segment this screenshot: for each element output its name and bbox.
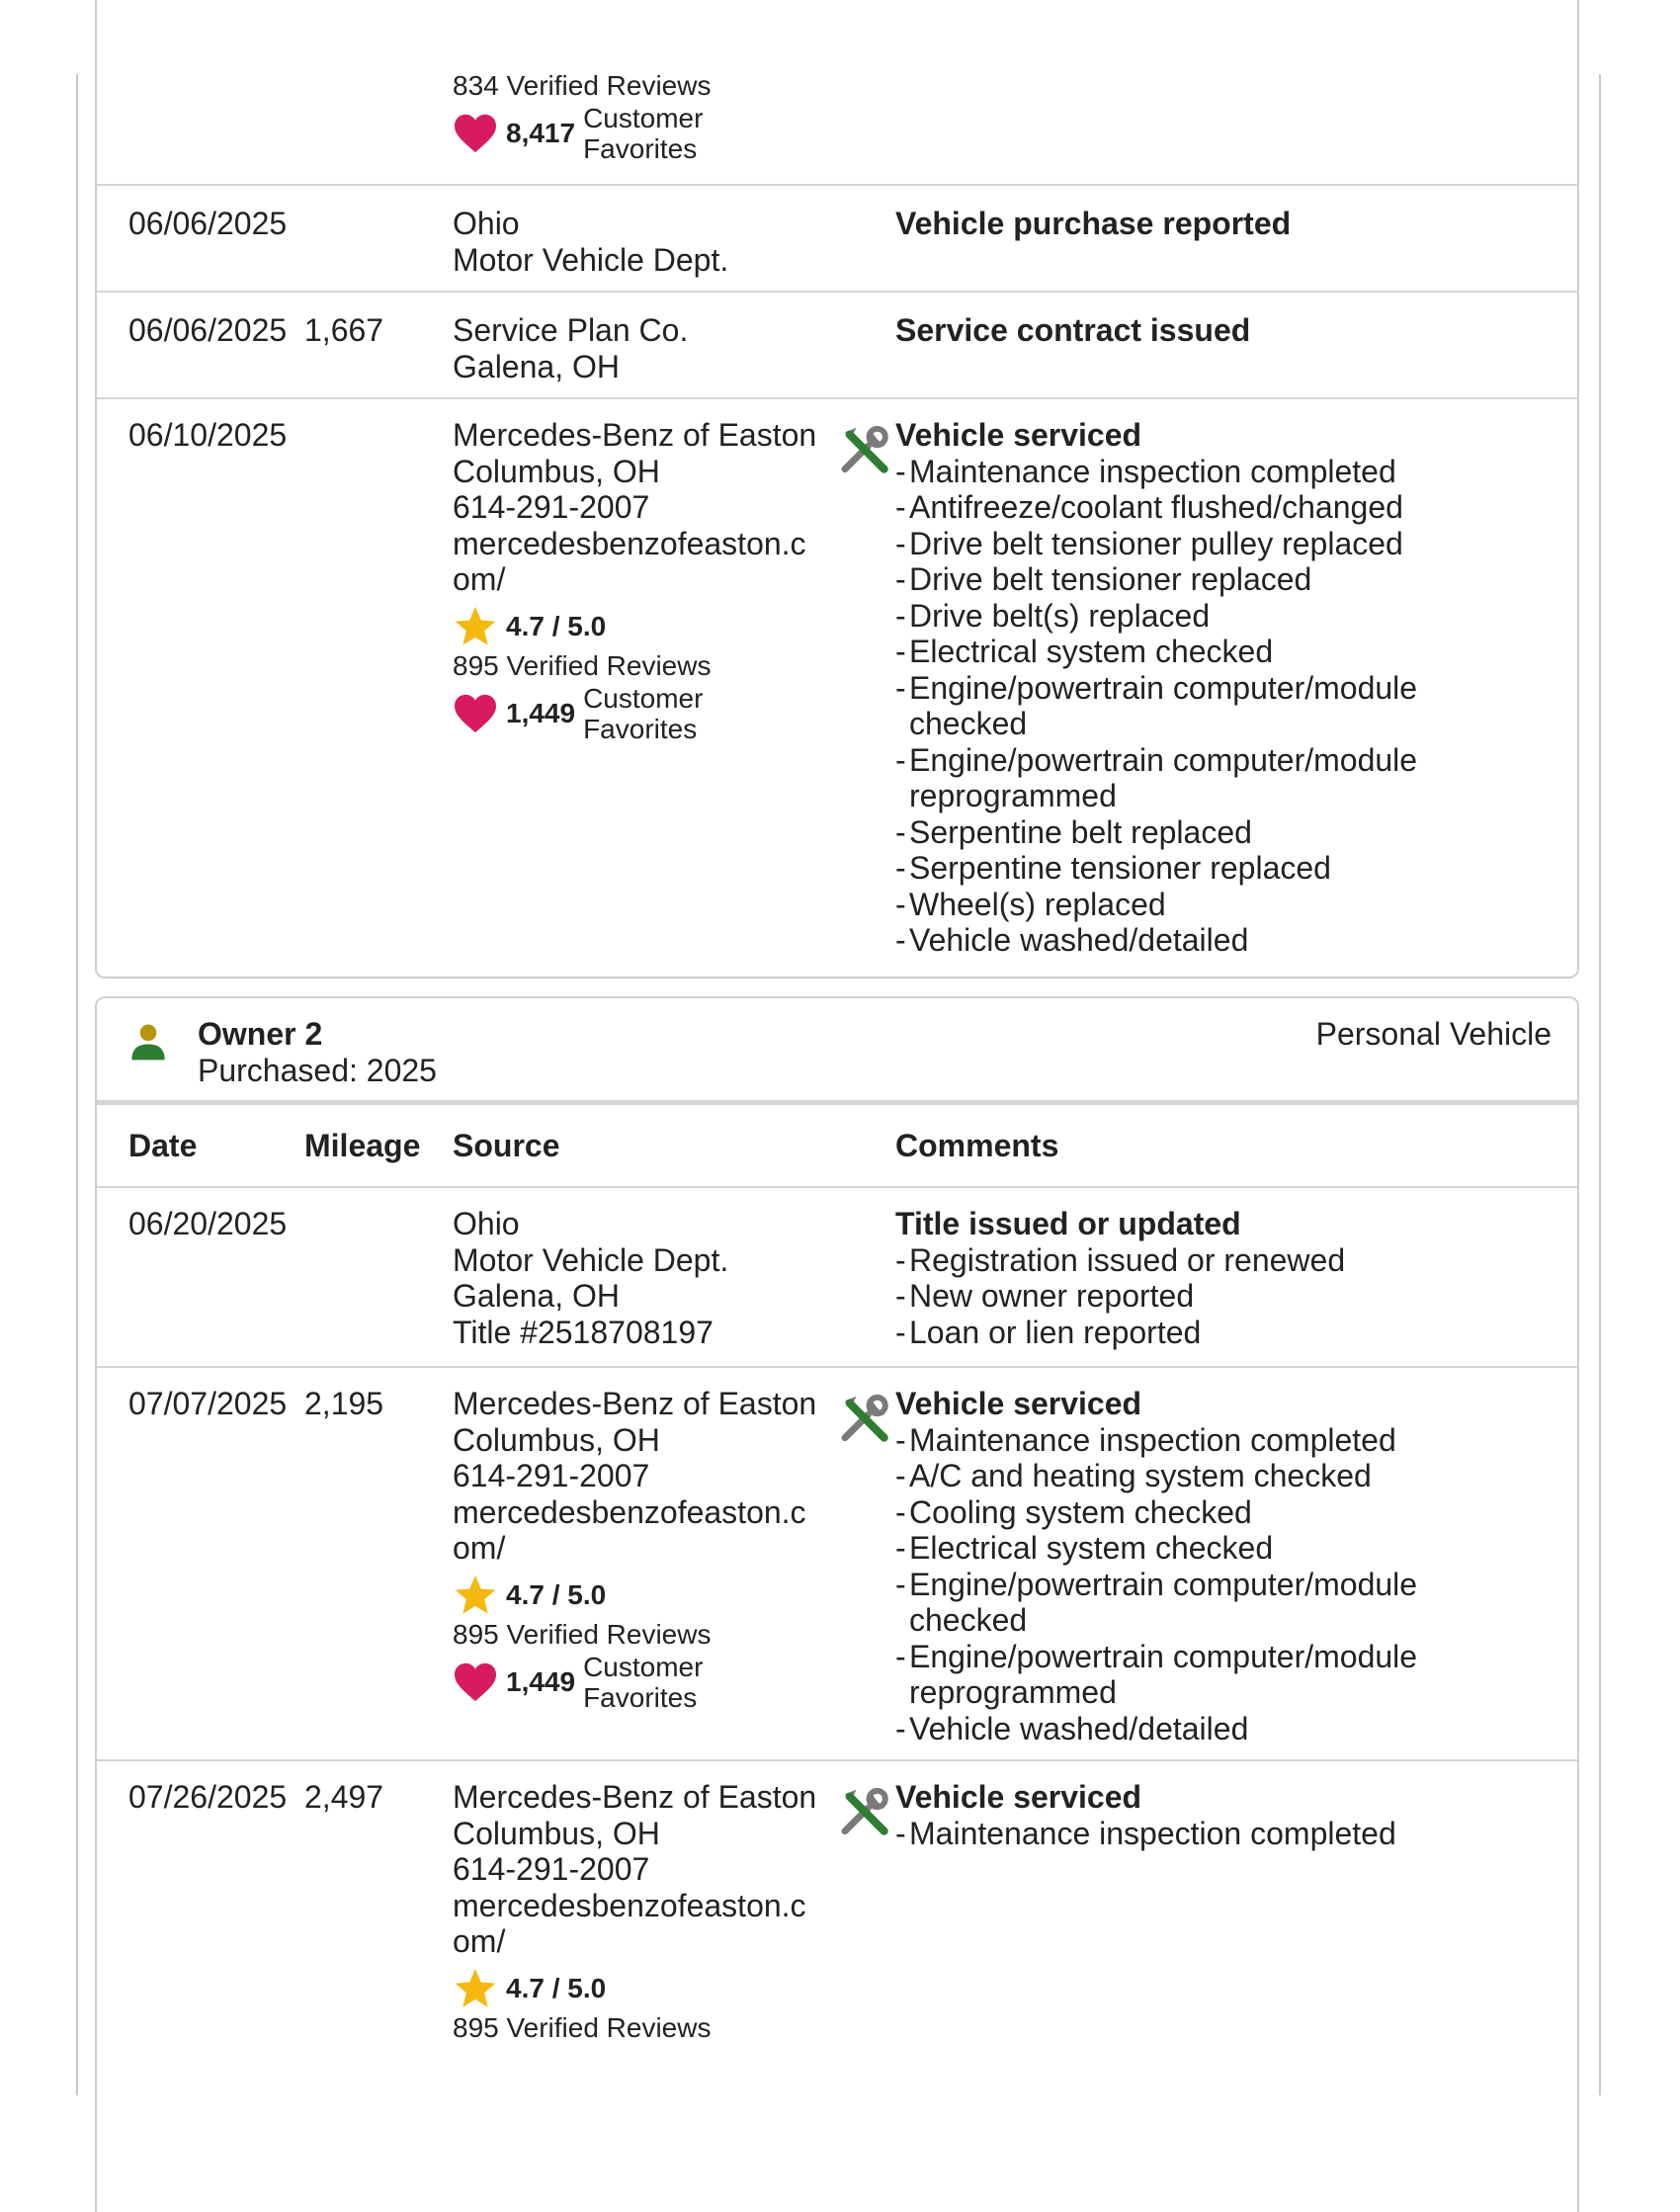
comment-item: - Vehicle washed/detailed	[895, 1710, 1249, 1746]
owner-2-history-card	[95, 996, 1579, 2212]
person-icon	[128, 1022, 168, 1062]
comment-item: - Maintenance inspection completed	[895, 1815, 1396, 1851]
heart-icon	[453, 113, 498, 154]
favorites-count: 1,449	[506, 1665, 576, 1697]
dealer-name: Mercedes-Benz of Easton	[453, 417, 817, 453]
history-row	[97, 186, 1577, 293]
history-row	[97, 1188, 1577, 1368]
history-row	[97, 399, 1577, 959]
header-mileage: Mileage	[304, 1127, 421, 1163]
record-mileage	[304, 206, 453, 291]
comment-item: - Maintenance inspection completed	[895, 453, 1396, 489]
record-date: 07/26/2025	[128, 1779, 288, 1815]
favorites-label: Customer	[583, 682, 704, 714]
source-line: Ohio	[453, 1206, 520, 1241]
comment-item: - Wheel(s) replaced	[895, 886, 1166, 922]
rating-value: 4.7 / 5.0	[506, 610, 607, 641]
dealer-website[interactable]: om/	[453, 561, 506, 597]
heart-icon	[453, 1661, 498, 1703]
history-row-partial	[97, 0, 1577, 186]
header-comments: Comments	[895, 1127, 1059, 1163]
favorites-count: 8,417	[506, 118, 576, 148]
dealer-phone[interactable]: 614-291-2007	[453, 1851, 650, 1887]
dealer-rating[interactable]	[453, 1573, 848, 1618]
owner-header	[97, 998, 1577, 1105]
comment-title: Title issued or updated	[895, 1206, 1241, 1241]
comment-item: - Engine/powertrain computer/module checked	[895, 669, 1418, 741]
rating-value: 4.7 / 5.0	[506, 1578, 607, 1610]
dealer-website[interactable]: mercedesbenzofeaston.c	[453, 525, 806, 561]
customer-favorites[interactable]	[453, 1652, 848, 1713]
page-left-border	[76, 74, 78, 2095]
comment-item: - Electrical system checked	[895, 1530, 1274, 1566]
comment-item: - A/C and heating system checked	[895, 1458, 1372, 1493]
favorites-label: Customer	[583, 1651, 704, 1682]
history-row	[97, 1368, 1577, 1761]
favorites-label: Customer	[583, 103, 704, 133]
source-line: Ohio	[453, 206, 520, 241]
record-date: 06/06/2025	[128, 206, 288, 241]
star-icon	[453, 1966, 498, 2011]
dealer-name: Mercedes-Benz of Easton	[453, 1779, 817, 1815]
comment-item: - Loan or lien reported	[895, 1314, 1202, 1350]
record-mileage: 1,667	[304, 312, 384, 348]
dealer-location: Columbus, OH	[453, 453, 660, 489]
dealer-rating[interactable]	[453, 1966, 848, 2011]
dealer-website[interactable]: om/	[453, 1530, 506, 1566]
dealer-location: Columbus, OH	[453, 1815, 660, 1851]
favorites-label: Favorites	[583, 713, 698, 744]
dealer-location: Columbus, OH	[453, 1421, 660, 1458]
comment-item: - Drive belt(s) replaced	[895, 597, 1211, 634]
owner-1-history-card	[95, 0, 1579, 978]
comment-item: - Serpentine belt replaced	[895, 813, 1252, 850]
comment-item: - Drive belt tensioner replaced	[895, 561, 1312, 597]
dealer-website[interactable]: mercedesbenzofeaston.c	[453, 1493, 806, 1530]
title-number: Title #2518708197	[453, 1314, 714, 1350]
record-mileage: 2,497	[304, 1779, 384, 1815]
history-table-header	[97, 1105, 1577, 1188]
customer-favorites[interactable]	[453, 683, 848, 744]
verified-reviews: 834 Verified Reviews	[453, 70, 712, 101]
header-date: Date	[128, 1127, 198, 1163]
source-line: Motor Vehicle Dept.	[453, 241, 729, 278]
dealer-name: Mercedes-Benz of Easton	[453, 1386, 817, 1421]
source-line: Galena, OH	[453, 1278, 620, 1314]
verified-reviews[interactable]: 895 Verified Reviews	[453, 2011, 712, 2043]
star-icon	[453, 604, 498, 649]
dealer-rating[interactable]	[453, 604, 848, 649]
record-date: 06/10/2025	[128, 417, 288, 453]
dealer-phone[interactable]: 614-291-2007	[453, 1458, 650, 1493]
rating-value: 4.7 / 5.0	[506, 1972, 607, 2003]
owner-title: Owner 2	[198, 1016, 323, 1052]
record-mileage	[304, 1206, 453, 1366]
comment-item: - Engine/powertrain computer/module checked	[895, 1566, 1418, 1638]
verified-reviews[interactable]: 895 Verified Reviews	[453, 1618, 712, 1650]
comment-item: - New owner reported	[895, 1278, 1195, 1314]
record-date: 06/06/2025	[128, 312, 288, 348]
dealer-website[interactable]: mercedesbenzofeaston.c	[453, 1887, 806, 1923]
comment-item: - Engine/powertrain computer/module reprogrammed	[895, 741, 1418, 813]
comment-item: - Registration issued or renewed	[895, 1241, 1346, 1278]
star-icon	[453, 1573, 498, 1618]
vehicle-use-type: Personal Vehicle	[1315, 1016, 1552, 1052]
comment-title: Vehicle serviced	[895, 1779, 1142, 1815]
comment-item: - Serpentine tensioner replaced	[895, 850, 1331, 886]
verified-reviews[interactable]: 895 Verified Reviews	[453, 649, 712, 681]
history-row	[97, 1761, 1577, 2045]
heart-icon	[453, 693, 498, 734]
favorites-label: Favorites	[583, 1681, 698, 1713]
comment-item: - Cooling system checked	[895, 1493, 1252, 1530]
record-mileage: 2,195	[304, 1386, 384, 1421]
service-tools-icon	[838, 423, 893, 478]
favorites-count: 1,449	[506, 697, 576, 728]
comment-item: - Engine/powertrain computer/module reprogrammed	[895, 1638, 1418, 1710]
page-right-border	[1599, 74, 1601, 2095]
customer-favorites[interactable]	[453, 103, 848, 164]
source-line: Service Plan Co.	[453, 312, 689, 348]
dealer-website[interactable]: om/	[453, 1923, 506, 1959]
comment-title: Vehicle serviced	[895, 417, 1142, 453]
comment-item: - Antifreeze/coolant flushed/changed	[895, 489, 1403, 525]
comment-title: Vehicle purchase reported	[895, 206, 1292, 241]
service-tools-icon	[838, 1392, 893, 1447]
header-source: Source	[453, 1127, 560, 1163]
service-tools-icon	[838, 1785, 893, 1840]
dealer-phone[interactable]: 614-291-2007	[453, 489, 650, 525]
comment-item: - Maintenance inspection completed	[895, 1421, 1396, 1458]
record-date: 07/07/2025	[128, 1386, 288, 1421]
source-line: Motor Vehicle Dept.	[453, 1241, 729, 1278]
history-row	[97, 293, 1577, 399]
record-date: 06/20/2025	[128, 1206, 288, 1241]
source-line: Galena, OH	[453, 348, 620, 384]
comment-item: - Electrical system checked	[895, 634, 1274, 669]
comment-title: Vehicle serviced	[895, 1386, 1142, 1421]
owner-purchased: Purchased: 2025	[198, 1052, 437, 1088]
comment-title: Service contract issued	[895, 312, 1251, 348]
favorites-label: Favorites	[583, 133, 698, 164]
comment-item: - Vehicle washed/detailed	[895, 922, 1249, 958]
record-mileage	[304, 417, 453, 959]
comment-item: - Drive belt tensioner pulley replaced	[895, 525, 1403, 561]
